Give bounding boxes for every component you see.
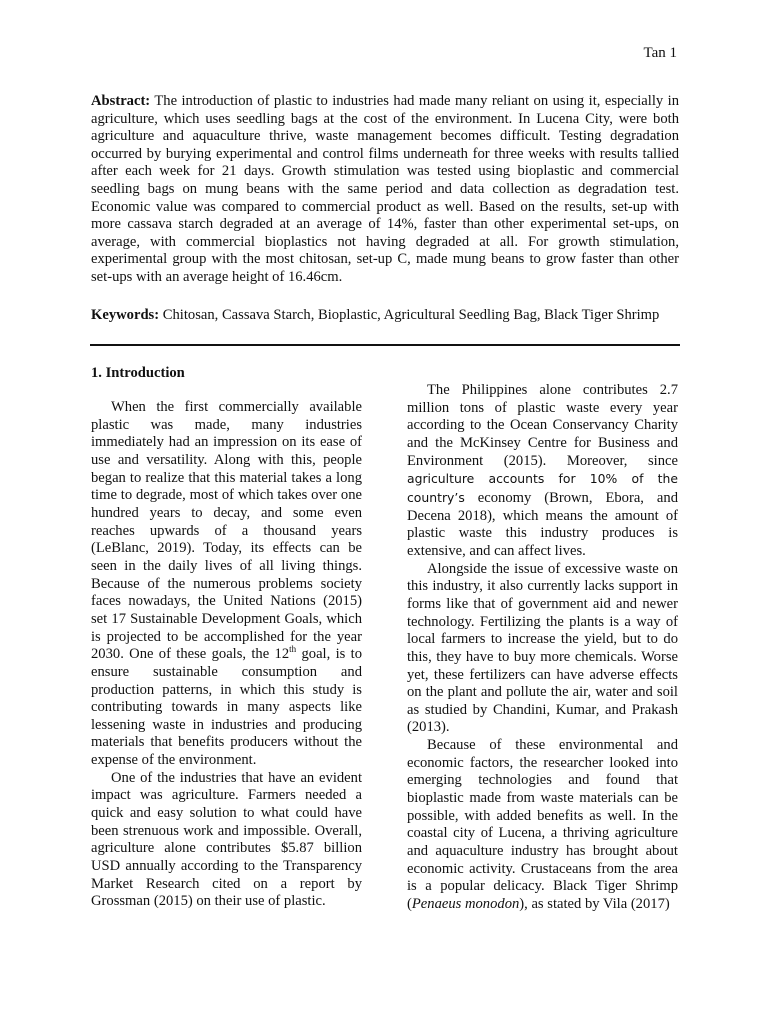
- abstract: [91, 93, 679, 287]
- page-number: Tan 1: [643, 45, 677, 61]
- paragraph-4: Alongside the issue of excessive waste on this industry, it also currently lacks support in forms like that of government aid and newer technology. Fertilizing the plants is a way of local farmers to increase the yield, but to do this, they have to buy more chemicals. Worse yet, these fertilizers can have adverse effects on the plant and pollute the air, water and soil as studied by Chandini, Kumar, and Prakash (2013).: [407, 560, 678, 736]
- paragraph-5-text-a: Because of these environmental and economic factors, the researcher looked into emerging technologies and found that bioplastic made from waste materials can be possible, with added benefits as well. In the coastal city of Lucena, a thriving agriculture and aquaculture industry has brought about economic activity. Crustaceans from the area is a popular delicacy. Black Tiger Shrimp (: [407, 737, 678, 913]
- paragraph-1-text-a: When the first commercially available plastic was made, many industries immediately had an impression on its ease of use and versatility. Along with this, people began to realize that this material takes a long time to degrade, most of which takes over one hundred years to decay, and some even reaches upwards of a thousand years (LeBlanc, 2019). Today, its effects can be seen in the daily lives of all living things. Because of the numerous problems society faces nowadays, the United Nations (2015) set 17 Sustainable Development Goals, which is projected to be accomplished for the year 2030. One of these goals, the 12: [91, 399, 362, 663]
- species-name: Penaeus monodon: [411, 896, 520, 913]
- abstract-text: The introduction of plastic to industries had made many reliant on using it, especially in agriculture, which uses seedling bags at the cost of the environment. In Lucena City, were both agriculture and aquaculture thrive, waste management becomes difficult. Testing degradation occurred by burying experimental and control films underneath for three weeks with results tallied after each week for 21 days. Growth stimulation was tested using bioplastic and commercial seedling bags on mung beans with the same period and data collection as degradation test. Economic value was compared to commercial product as well. Based on the results, set-up with more cassava starch degraded at an average of 14%, faster than other experimental set-ups, on average, with commercial bioplastics not having degraded at all. For growth stimulation, experimental group with the most chitosan, set-up C, made mung beans to grow faster than other set-ups with an average height of 16.46cm.: [91, 93, 679, 285]
- section-heading-introduction: 1. Introduction: [91, 365, 185, 381]
- keywords-label: Keywords:: [91, 307, 160, 323]
- paragraph-2: One of the industries that have an evident impact was agriculture. Farmers needed a quick and easy solution to what could have been strenuous work and impossible. Overall, agriculture alone contributes $5.87 billion USD annually according to the Transparency Market Research cited on a report by Grossman (2015) on their use of plastic.: [91, 769, 362, 910]
- abstract-label: Abstract:: [91, 93, 151, 109]
- paragraph-5-text-b: ), as stated by Vila (2017): [519, 896, 670, 913]
- paragraph-5: [407, 737, 678, 914]
- ordinal-superscript: th: [289, 644, 297, 655]
- paragraph-3-text-a: The Philippines alone contributes 2.7 million tons of plastic waste every year according to the Ocean Conservancy Charity and the McKinsey Centre for Business and Environment (2015). Moreover, since: [407, 382, 678, 469]
- paragraph-3-text-c: economy (Brown, Ebora, and Decena 2018), which means the amount of plastic waste this industry produces is extensive, and can affect lives.: [407, 489, 678, 559]
- keywords: [91, 306, 691, 324]
- paragraph-1: [91, 399, 362, 770]
- right-column: [407, 382, 678, 914]
- left-column: [91, 364, 362, 911]
- paragraph-3-text-b: agriculture accounts for 10% of the country’s: [407, 471, 678, 505]
- paragraph-1-text-b: goal, is to ensure sustainable consumption and production patterns, in which this study is contributing towards in many aspects like lessening waste in industries and producing materials that benefits producers without the expense of the environment.: [91, 646, 362, 769]
- keywords-text: Chitosan, Cassava Starch, Bioplastic, Agricultural Seedling Bag, Black Tiger Shrimp: [162, 307, 660, 323]
- paragraph-3: [407, 382, 678, 561]
- section-divider: [90, 344, 680, 346]
